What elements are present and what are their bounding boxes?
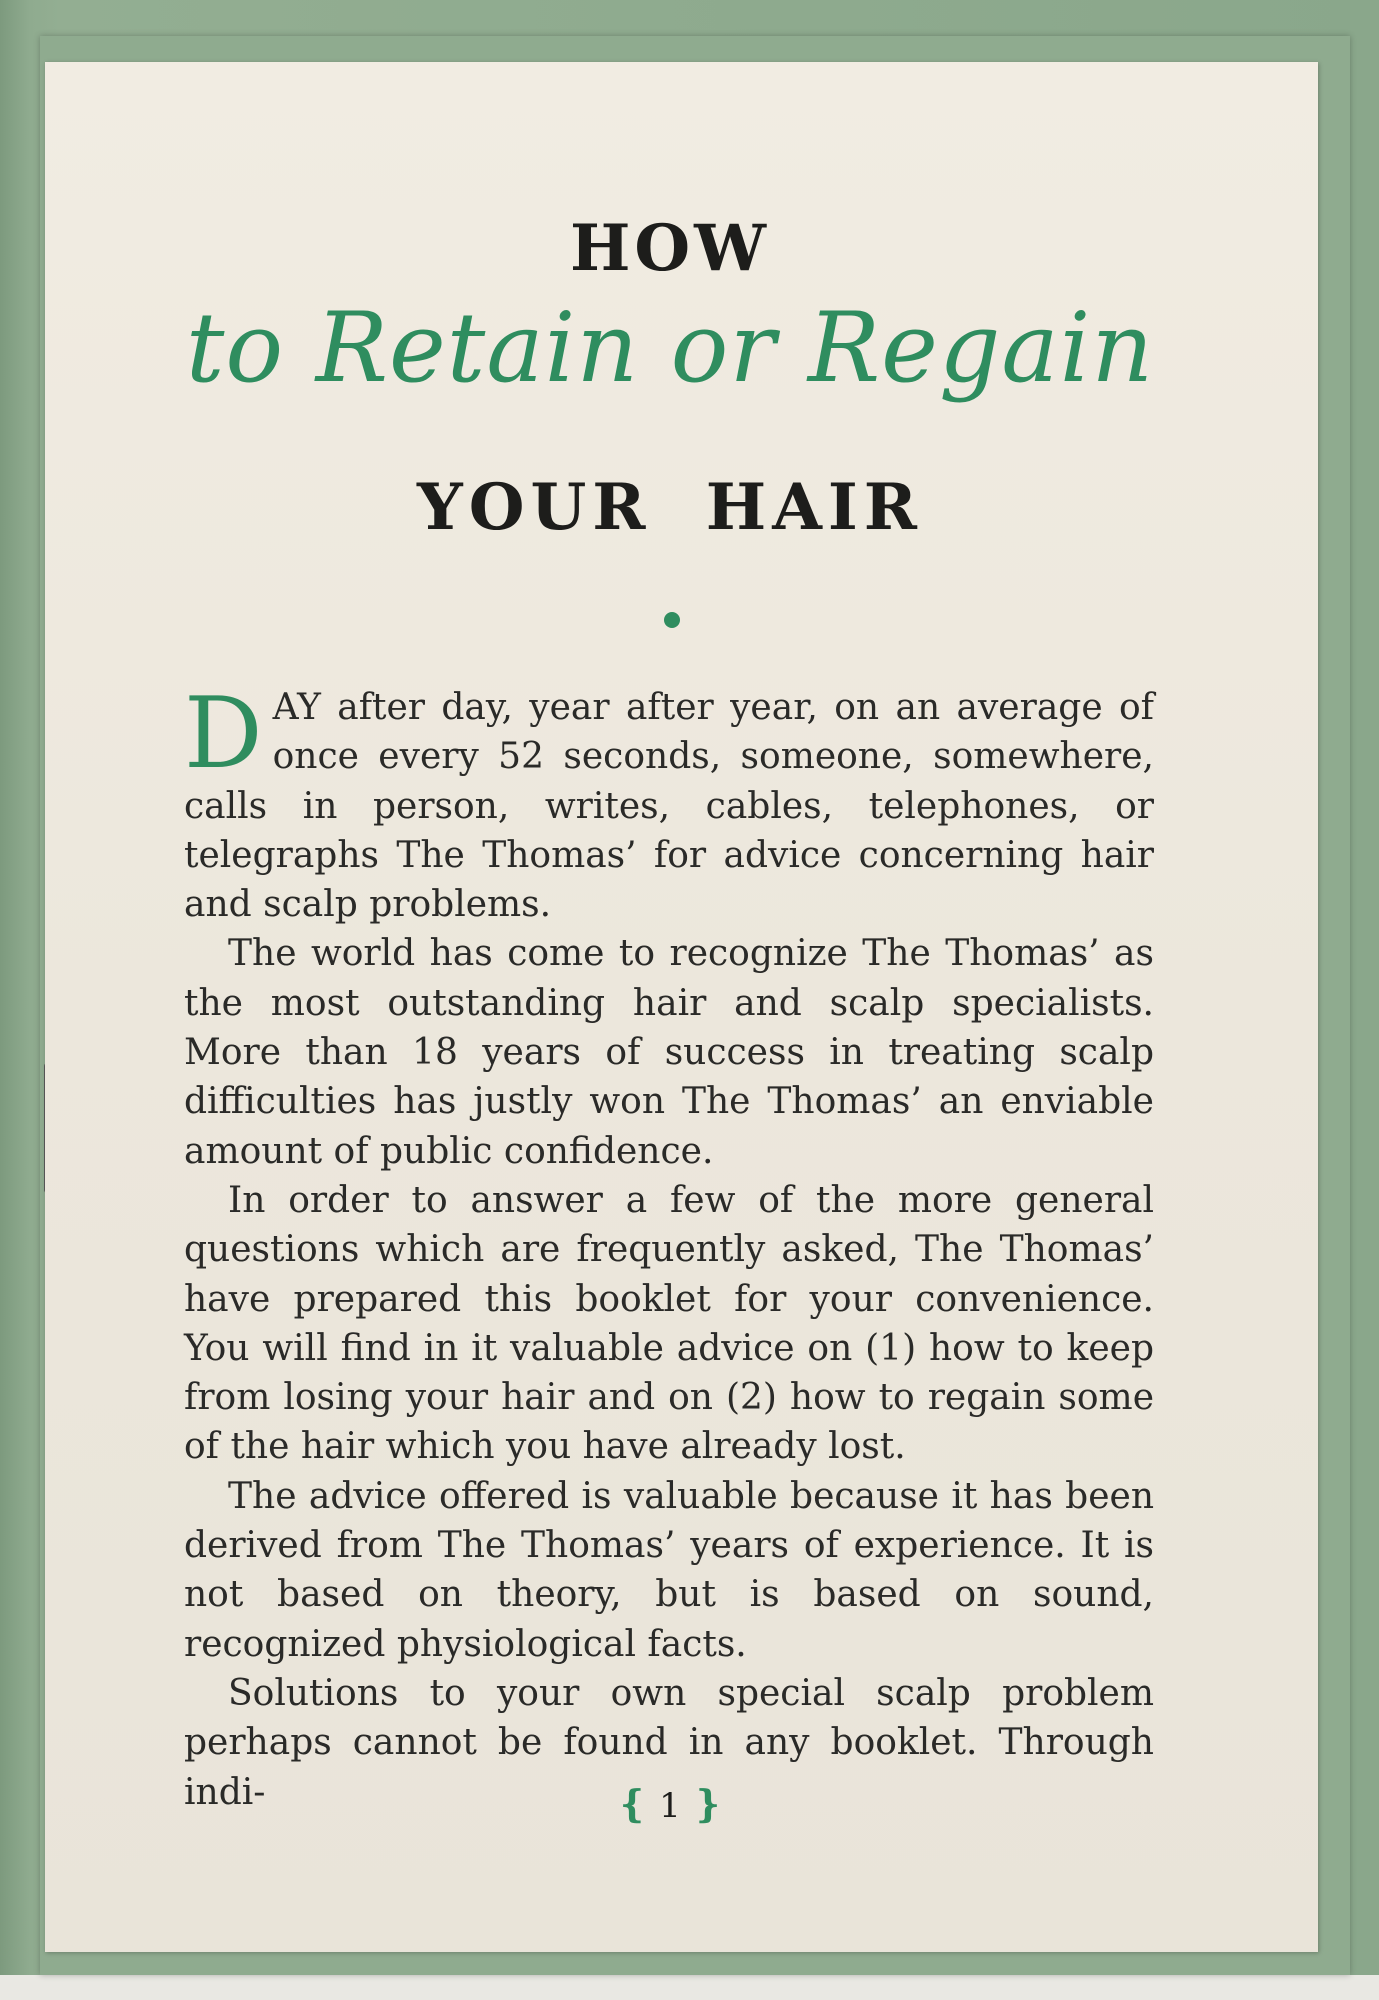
ornament-right-icon: ❵: [691, 1782, 724, 1826]
body-text: [184, 677, 1154, 1817]
page-number: 1: [659, 1786, 681, 1826]
paragraph: The advice offered is valuable because it has been derived from The Thomas’ years of experience. It is not based on theory, but is based on sound, recognized physiological facts.: [184, 1475, 1154, 1665]
title-script: to Retain or Regain: [185, 292, 1155, 404]
paragraph: Solutions to your own special scalp problem perhaps cannot be found in any booklet. Through indi-: [184, 1672, 1154, 1813]
drop-cap: D: [184, 677, 263, 791]
ornament-dot: [664, 612, 680, 628]
title-your-hair: YOUR HAIR: [417, 470, 923, 545]
paragraph-text: AY after day, year after year, on an average of once every 52 seconds, someone, somewhere, calls in person, writes, cables, telephones, or telegraphs The Thomas’ for advice concerning hair and scalp problems.: [184, 687, 1154, 926]
paragraph: [184, 677, 1154, 929]
table-surface: [0, 1975, 1379, 2000]
page-footer: [0, 1782, 1340, 1826]
title-how: HOW: [569, 211, 771, 286]
paragraph: The world has come to recognize The Thomas’ as the most outstanding hair and scalp specialists. More than 18 years of success in treating scalp difficulties has justly won The Thomas’ an enviable amount of public confidence.: [184, 933, 1154, 1172]
paragraph: In order to answer a few of the more general questions which are frequently asked, The Thomas’ have prepared this booklet for your convenience. You will find in it valuable advice on (1) how to keep from losing your hair and on (2) how to regain some of the hair which you have already lost.: [184, 1179, 1154, 1468]
ornament-left-icon: ❴: [616, 1782, 649, 1826]
